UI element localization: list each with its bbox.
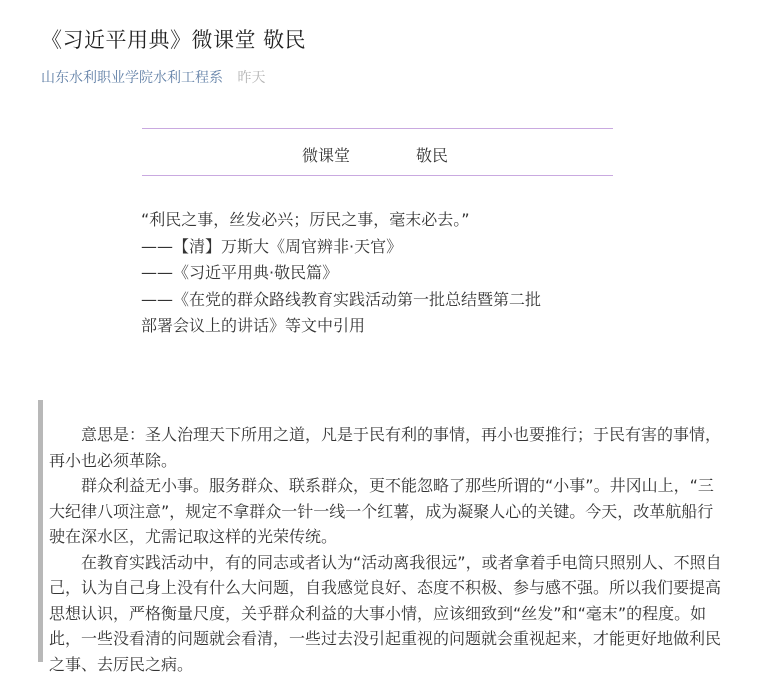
explanation-paragraph: 群众利益无小事。服务群众、联系群众，更不能忽略了那些所谓的“小事”。井冈山上，“三大纪律八项注意”，规定不拿群众一针一线一个红薯，成为凝聚人心的关键。今天，改革航船行驶在深水区，尤需记取这样的光荣传统。: [49, 476, 714, 546]
publish-time: 昨天: [237, 70, 266, 86]
quote-source-line: ——【清】万斯大《周官辨非·天官》: [141, 236, 403, 256]
explanation-blockquote: [38, 400, 728, 674]
section-topic: 敬民: [416, 146, 449, 165]
account-name-link[interactable]: 山东水利职业学院水利工程系: [41, 70, 223, 86]
quote-source-line: ——《在党的群众路线教育实践活动第一批总结暨第二批: [141, 289, 542, 309]
explanation-paragraph: 意思是：圣人治理天下所用之道，凡是于民有利的事情，再小也要推行；于民有害的事情，再小也必须革除。: [49, 425, 722, 470]
quote-source-line: 部署会议上的讲话》等文中引用: [141, 316, 366, 335]
explanation-paragraph: 在教育实践活动中，有的同志或者认为“活动离我很远”，或者拿着手电筒只照别人、不照自己，认为自己身上没有什么大问题，自我感觉良好、态度不积极、参与感不强。所以我们要提高思想认识，严格衡量尺度，关乎群众利益的大事小情，应该细致到“丝发”和“毫末”的程度。如此，一些没看清的问题就会看清，一些过去没引起重视的问题就会重视起来，才能更好地做利民之事、去厉民之病。: [49, 552, 722, 674]
classic-quote: [141, 207, 621, 340]
article-title: 《习近平用典》微课堂 敬民: [41, 28, 307, 52]
section-header-box: [142, 128, 613, 176]
article-meta: [41, 67, 265, 87]
quote-source-line: ——《习近平用典·敬民篇》: [141, 263, 339, 282]
section-label: 微课堂: [302, 146, 351, 165]
quote-line: “利民之事，丝发必兴；厉民之事，毫末必去。”: [141, 210, 470, 229]
